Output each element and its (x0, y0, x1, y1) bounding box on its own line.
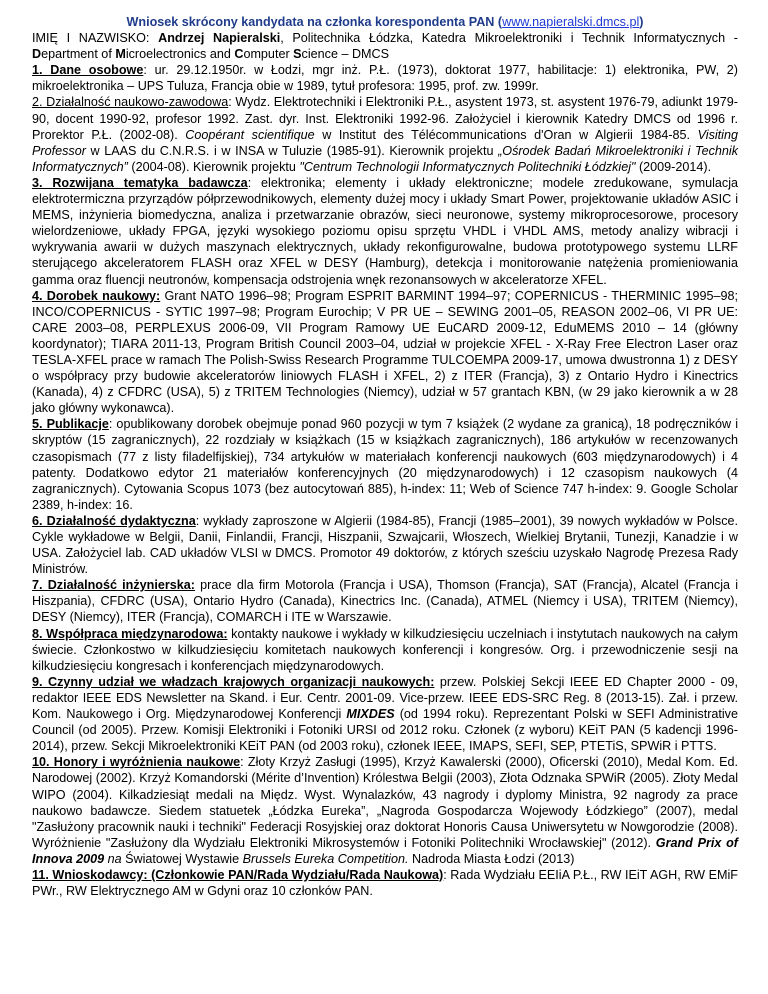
section-text: kontakty naukowe i wykłady w kilkudziesięciu uczelniach i instytutach naukowych na całym świecie. Członkostwo w kilkudziesięciu komitetach naukowych konferencji i kongresów. Org. i przewodniczenie sesji na kilkudziesięciu kongresach i konferencjach międzynarodowych. (32, 626, 738, 673)
acronym-letter-m: M (115, 47, 126, 62)
section-engineering (32, 577, 738, 625)
section-heading: 5. Publikacje (32, 417, 109, 432)
candidate-name: Andrzej Napieralski (158, 31, 281, 46)
section-international-cooperation (32, 626, 738, 674)
section-heading: 7. Działalność inżynierska: (32, 578, 195, 593)
section-publications (32, 416, 738, 513)
section-scientific-achievements (32, 288, 738, 417)
section-heading: 10. Honory i wyróżnienia naukowe (32, 755, 241, 770)
section-text: : Wydz. Elektrotechniki i Elektroniki P.Ł., asystent 1973, st. asystent 1976-79, adiunkt 1979-90, docent 1990-92, profesor 1992. Zast. dyr. Inst. Elektroniki 1992-96. Założyciel i kierownik Katedry DMCS od 1996 r. Prorektor P.Ł. (2002-08). (32, 95, 738, 142)
section-text: Grant NATO 1996–98; Program ESPRIT BARMINT 1994–97; COPERNICUS - THERMINIC 1995–98; INCO/COPERNICUS - SYTIC 1997–98; Program Eurochip; V PR UE – SEWING 2001–05, REASON 2002–06, VI PR UE: CARE 2003–08, PERPLEXUS 2006-09, VII Program Ramowy UE EuCARD 2009-12, EduMEMS 2010 – 14 (główny koordynator); TIARA 2011-13, Program British Council 2003–04, udział w projekcie XFEL - X-Ray Free Electron Laser oraz TESLA-XFEL prace w ramach The Polish-Swiss Research Programme TULCOEMPA 2009-17, umowa dwustronna 1) z DESY o współpracy przy budowie akceleratorów liniowych FLASH i XFEL, 2) z ITER (Francja), 3) z Ontario Hydro i Kinectrics (Kanada), 4) z CFDRC (USA), 5) z TRITEM Technologies (Niemcy), udział w 57 grantach KBN, (w 29 jako kierownik a w 28 jako główny wykonawca). (32, 288, 738, 416)
section-heading: 9. Czynny udział we władzach krajowych organizacji naukowych: (32, 674, 435, 689)
section-text: : opublikowany dorobek obejmuje ponad 960 pozycji w tym 7 książek (2 wydane za granicą), 18 podręczników i skryptów (15 zagranicznych), 22 rozdziały w książkach (15 w książkach zagranicznych), 186 artykułów w recenzowanych czasopismach (77 z listy filadelfijskiej), 734 artykułów w materiałach konferencji naukowych (603 międzynarodowych) i 4 patenty. Dodatkowo edytor 21 materiałów konferencyjnych (20 międzynarodowych) i 12 czasopism naukowych (4 zagranicznych). Cytowania Scopus 1073 (bez autocytowań 885), h-index: 11; Web of Science 747 h-index: 9. Google Scholar 2389, h-index: 16. (32, 417, 738, 512)
section-text: Nadroda Miasta Łodzi (2013) (408, 851, 575, 866)
document-title (32, 14, 738, 30)
acronym-rest-s: cience – DMCS (301, 47, 390, 62)
section-text: w LAAS du C.N.R.S. i w INSA w Tuluzie (1985-91). Kierownik projektu (85, 143, 499, 158)
section-text-italic: Coopérant scientifique (185, 127, 315, 142)
section-text: w Institut des Télécommunications d'Oran w Algierii 1984-85. (314, 127, 698, 142)
section-text-bold-italic: MIXDES (346, 707, 395, 722)
section-text: (2004-08). Kierownik projektu (127, 159, 300, 174)
section-personal-data (32, 62, 738, 94)
section-text-italic: Brussels Eureka Competition. (242, 851, 409, 866)
name-label: IMIĘ I NAZWISKO: (32, 31, 150, 46)
title-text: Wniosek skrócony kandydata na członka korespondenta PAN (126, 15, 495, 29)
section-heading: 3. Rozwijana tematyka badawcza (32, 175, 248, 190)
section-text: przew. Polskiej Sekcji IEEE ED Chapter 2000 - 09, redaktor IEEE EDS Newsletter na Skand. i Eur. Centr. 2001-09. Vice-przew. IEEE EDS-SRC Reg. 8 (2013-15). Zał. i przew. Kom. Naukowego i Org. Międzynarodowej Konferencji (32, 674, 739, 722)
section-text-italic: "Centrum Technologii Informatycznych Politechniki Łódzkiej" (299, 159, 636, 174)
section-heading: 6. Działalność dydaktyczna (32, 513, 196, 528)
section-text: prace dla firm Motorola (Francja i USA), Thomson (Francja), SAT (Francja), Alcatel (Francja i Hiszpania), CFDRC (USA), Ontario Hydro (Canada), Kinectrics Inc. (Canada), ATMEL (Niemcy i USA), TRITEM (Niemcy), DESY (Niemcy), ITER (Francja), COMARCH i ITE w Warszawie. (32, 578, 738, 625)
section-heading: 8. Współpraca międzynarodowa: (32, 626, 228, 641)
section-heading: 4. Dorobek naukowy: (32, 288, 161, 303)
acronym-letter-c: C (234, 47, 244, 62)
acronym-rest-c: omputer (243, 47, 294, 62)
section-text-bold-italic: na (104, 851, 122, 866)
section-text: Światowej Wystawie (121, 851, 243, 866)
title-close-paren: ) (639, 15, 644, 29)
section-text-bold-italic: Grand Prix of Innova 2009 (32, 835, 738, 866)
section-text-italic: „Ośrodek Badań Mikroelektroniki i Technik Informatycznych” (32, 143, 738, 174)
section-text: : wykłady zaproszone w Algierii (1984-85), Francji (1985–2001), 39 nowych wykładów w Polsce. Cykle wykładowe w Belgii, Danii, Finlandii, Francji, Hiszpanii, Szwajcarii, Włoszech, Wielkiej Brytanii, Tunezji, Kanadzie i w USA. Założyciel lab. CAD układów VLSI w DMCS. Promotor 49 doktorów, z których sześciu uzyskało Nagrodę Prezesa Rady Ministrów. (32, 513, 738, 577)
section-text: (od 1994 roku). Reprezentant Polski w SEFI Administrative Council (od 2005). Przew. Komisji Elektroniki i Fotoniki URSI od 2012 roku. Członek (z wyboru) KEiT PAN (5 kadencji 1996-2014), przew. Sekcji Mikroelektroniki KEiT PAN (od 2003 roku), członek IEEE, IMAPS, SEFI, SEP, PTETiS, SPWiR i PTTS. (32, 707, 738, 754)
acronym-rest-d: epartment of (41, 47, 116, 62)
section-applicants (32, 867, 738, 899)
acronym-rest-m: icroelectronics and (125, 47, 235, 62)
section-heading: 11. Wnioskodawcy: (Członkowie PAN/Rada Wydziału/Rada Naukowa) (32, 867, 444, 882)
section-text: (2009-2014). (635, 159, 712, 174)
section-text: : ur. 29.12.1950r. w Łodzi, mgr inż. P.Ł. (1973), doktorat 1977, habilitacje: 1) elektronika, PW, 2) mikroelektronika – UPS Tuluza, Francja obie w 1989, tytuł profesora: 1995, prof. zw. 1999r. (32, 63, 738, 94)
section-organizations (32, 674, 738, 754)
section-heading: 2. Działalność naukowo-zawodowa (32, 95, 229, 110)
name-line (32, 30, 738, 62)
section-text-italic: Visiting Professor (32, 127, 738, 158)
section-text: : Złoty Krzyż Zasługi (1995), Krzyż Kawalerski (2000), Oficerski (2010), Medal Kom. Ed. Narodowej (2002). Krzyż Komandorski (Mérite d’Invention) Królestwa Belgii (2003), Złota Odznaka SPWiR (2005). Złoty Medal WIPO (2004). Kilkadziesiąt medali na Międz. Wyst. Wynalazków, 43 nagrody i dyplomy Ministra, 92 nagrody za prace naukowo badawcze. Siedem statuetek „Łódzka Eureka”, „Nagroda Gospodarcza Wojewody Łódzkiego” (2007), medal "Zasłużony pracownik nauki i techniki" Federacji Rosyjskiej oraz doktorat Honoris Causa Uniwersytetu w Nowgorodzie (2008). Wyróżnienie "Zasłużony dla Wydziału Elektroniki Mikrosystemów i Fotoniki Politechniki Wrocławskiej" (2012). (32, 755, 738, 850)
acronym-letter-s: S (293, 47, 302, 62)
title-open-paren: ( (497, 15, 503, 29)
section-research-topics (32, 175, 738, 288)
section-heading: 1. Dane osobowe (32, 63, 144, 78)
affiliation-text: , Politechnika Łódzka, Katedra Mikroelektroniki i Technik Informatycznych - (280, 31, 738, 46)
section-teaching (32, 513, 738, 577)
section-professional-activity (32, 94, 738, 174)
acronym-letter-d: D (32, 47, 42, 62)
section-text: : Rada Wydziału EEIiA P.Ł., RW IEiT AGH, RW EMiF PWr., RW Elektrycznego AM w Gdyni oraz 10 członków PAN. (32, 867, 738, 899)
website-link[interactable]: www.napieralski.dmcs.pl (502, 15, 640, 29)
section-text: : elektronika; elementy i układy elektroniczne; modele zredukowane, symulacja elektrotermiczna przyrządów półprzewodnikowych, elementy dużej mocy i układy Smart Power, projektowanie układów ASIC i MEMS, inżynieria biomedyczna, analiza i przetwarzanie obrazów, sieci neuronowe, systemy mikroprocesorowe, procesory wielordzeniowe, układy FPGA, języki wysokiego poziomu opisu sprzętu VHDL i VHDL AMS, metody analizy wibracji i wykrywania awarii w dużych maszynach elektrycznych, układy rekonfigurowalne, budowa prototypowego systemu LLRF sterującego akceleratorem FLASH oraz XFEL w DESY (Hamburg), detekcja i monitorowanie natężenia promieniowania gamma oraz fluencji neutronów, kompensacja odstrojenia wnęk rezonansowych w akceleratorze XFEL. (32, 175, 738, 287)
section-honors (32, 754, 738, 867)
